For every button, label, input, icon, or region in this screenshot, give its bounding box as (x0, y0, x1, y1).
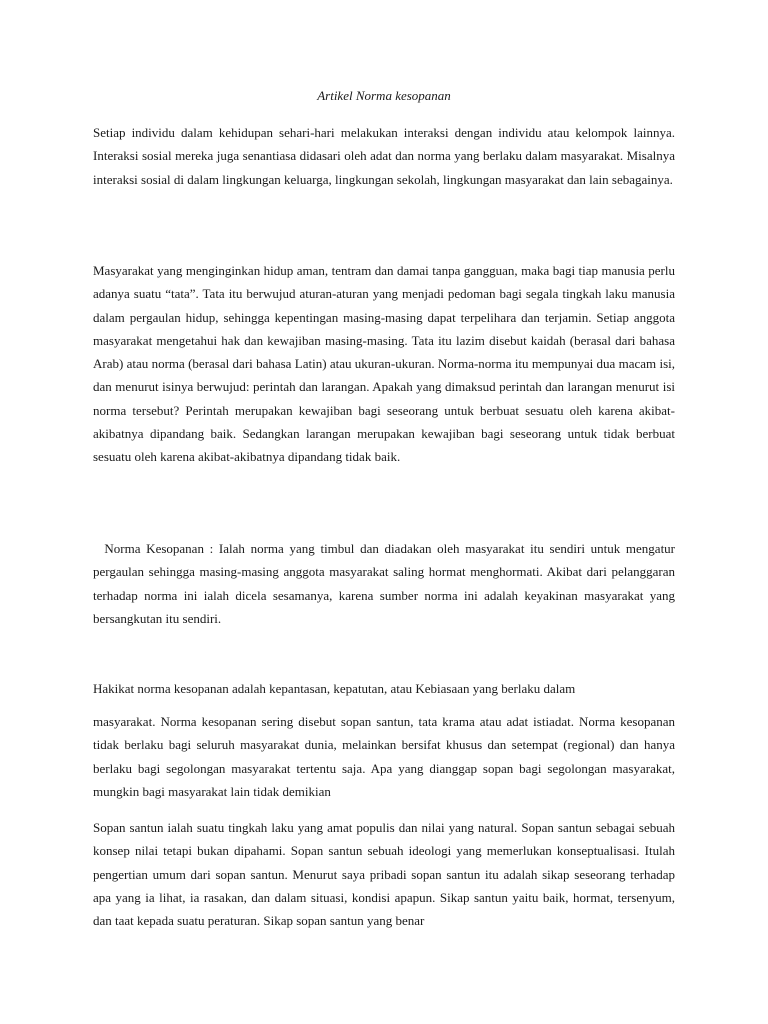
paragraph-masyarakat: masyarakat. Norma kesopanan sering disebut sopan santun, tata krama atau adat istiadat. Norma kesopanan tidak berlaku bagi seluruh masyarakat dunia, melainkan bersifat khusus dan setempat (regional) dan hanya berlaku bagi segolongan masyarakat tertentu saja. Apa yang dianggap sopan bagi segolongan masyarakat, mungkin bagi masyarakat lain tidak demikian (93, 714, 675, 799)
paragraph-norma-kesopanan: Norma Kesopanan : Ialah norma yang timbul dan diadakan oleh masyarakat itu sendiri untuk mengatur pergaulan sehingga masing-masing anggota masyarakat saling hormat menghormati. Akibat dari pelanggaran terhadap norma ini ialah dicela sesamanya, karena sumber norma ini adalah keyakinan masyarakat yang bersangkutan itu sendiri. (93, 541, 679, 626)
paragraph-intro: Setiap individu dalam kehidupan sehari-hari melakukan interaksi dengan individu atau kelompok lainnya. Interaksi sosial mereka juga senantiasa didasari oleh adat dan norma yang berlaku dalam masyarakat. Misalnya interaksi sosial di dalam lingkungan keluarga, lingkungan sekolah, lingkungan masyarakat dan lain sebagainya. (93, 125, 675, 187)
paragraph-tata: Masyarakat yang menginginkan hidup aman, tentram dan damai tanpa gangguan, maka bagi tiap manusia perlu adanya suatu “tata”. Tata itu berwujud aturan-aturan yang menjadi pedoman bagi segala tingkah laku manusia dalam pergaulan hidup, sehingga kepentingan masing-masing dapat terpelihara dan terjamin. Setiap anggota masyarakat mengetahui hak dan kewajiban masing-masing. Tata itu lazim disebut kaidah (berasal dari bahasa Arab) atau norma (berasal dari bahasa Latin) atau ukuran-ukuran. Norma-norma itu mempunyai dua macam isi, dan menurut isinya berwujud: perintah dan larangan. Apakah yang dimaksud perintah dan larangan menurut isi norma tersebut? Perintah merupakan kewajiban bagi seseorang untuk berbuat sesuatu oleh karena akibat-akibatnya dipandang baik. Sedangkan larangan merupakan kewajiban bagi seseorang untuk tidak berbuat sesuatu oleh karena akibat-akibatnya dipandang tidak baik. (93, 263, 675, 465)
document-title: Artikel Norma kesopanan (317, 88, 451, 103)
paragraph-hakikat: Hakikat norma kesopanan adalah kepantasan, kepatutan, atau Kebiasaan yang berlaku dalam (93, 681, 576, 696)
paragraph-sopan-santun: Sopan santun ialah suatu tingkah laku yang amat populis dan nilai yang natural. Sopan santun sebagai sebuah konsep nilai tetapi bukan dipahami. Sopan santun sebuah ideologi yang memerlukan konseptualisasi. Itulah pengertian umum dari sopan santun. Menurut saya pribadi sopan santun itu adalah sikap seseorang terhadap apa yang ia lihat, ia rasakan, dan dalam situasi, kondisi apapun. Sikap santun yaitu baik, hormat, tersenyum, dan taat kepada suatu peraturan. Sikap sopan santun yang benar (93, 820, 675, 929)
